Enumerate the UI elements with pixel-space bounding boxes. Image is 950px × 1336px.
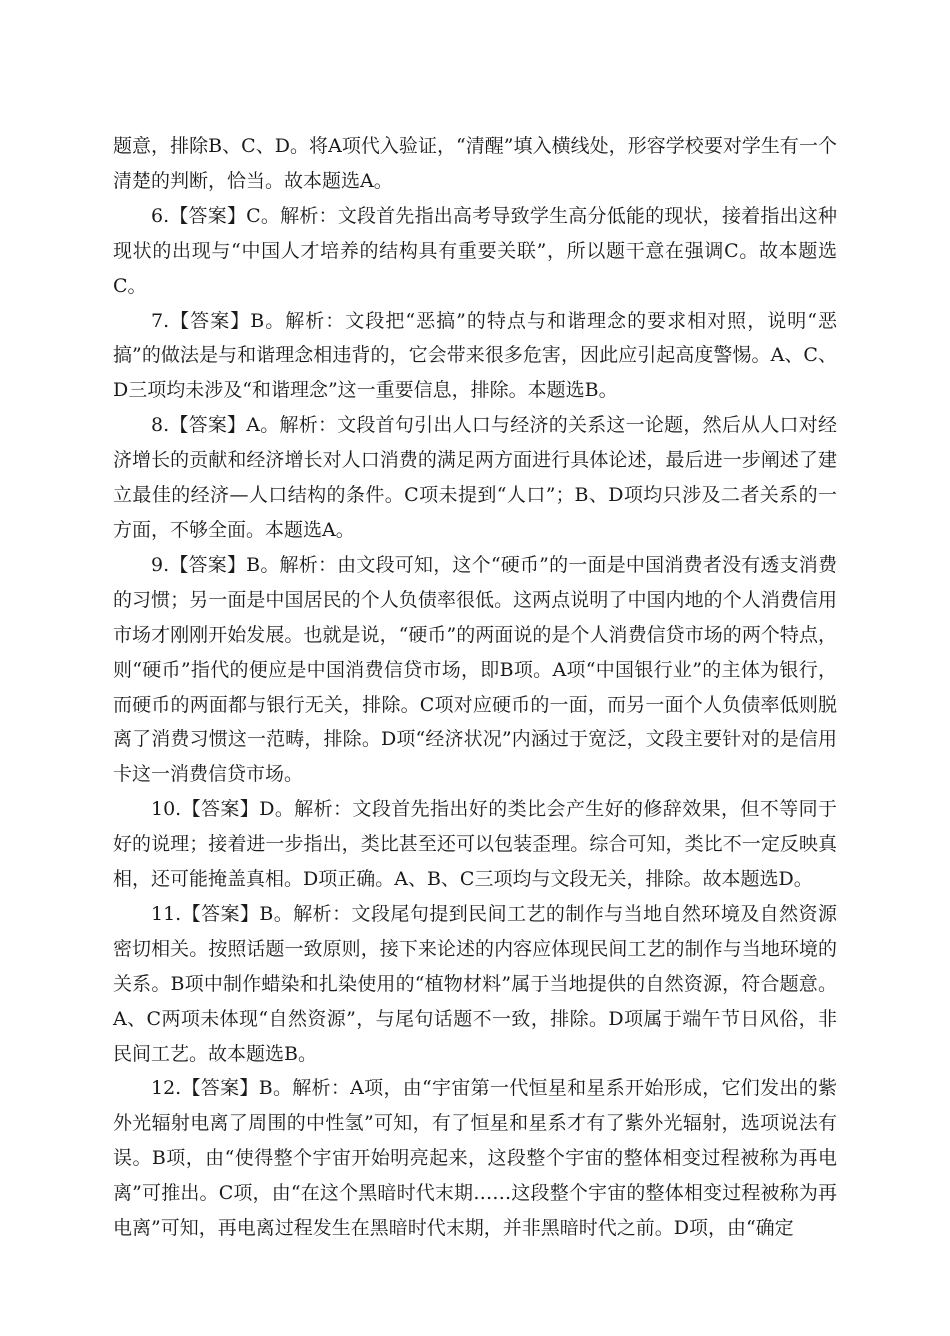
paragraph-5-continued: 题意，排除B、C、D。将A项代入验证，“清醒”填入横线处，形容学校要对学生有一个清楚的判断，恰当。故本题选A。	[113, 135, 837, 192]
paragraph-answer-9: 9.【答案】B。解析：由文段可知，这个“硬币”的一面是中国消费者没有透支消费的习惯；另一面是中国居民的个人负债率很低。这两点说明了中国内地的个人消费信用市场才刚刚开始发展。也就是说，“硬币”的两面说的是个人消费信贷市场的两个特点，则“硬币”指代的便应是中国消费信贷市场，即B项。A项“中国银行业”的主体为银行，而硬币的两面都与银行无关，排除。C项对应硬币的一面，而另一面个人负债率低则脱离了消费习惯这一范畴，排除。D项“经济状况”内涵过于宽泛，文段主要针对的是信用卡这一消费信贷市场。	[113, 553, 837, 786]
paragraph-answer-8: 8.【答案】A。解析：文段首句引出人口与经济的关系这一论题，然后从人口对经济增长的贡献和经济增长对人口消费的满足两方面进行具体论述，最后进一步阐述了建立最佳的经济—人口结构的条件。C项未提到“人口”；B、D项均只涉及二者关系的一方面，不够全面。本题选A。	[113, 414, 837, 541]
paragraph-answer-6: 6.【答案】C。解析：文段首先指出高考导致学生高分低能的现状，接着指出这种现状的出现与“中国人才培养的结构具有重要关联”，所以题干意在强调C。故本题选C。	[113, 204, 837, 297]
paragraph-answer-11: 11.【答案】B。解析：文段尾句提到民间工艺的制作与当地自然环境及自然资源密切相关。按照话题一致原则，接下来论述的内容应体现民间工艺的制作与当地环境的关系。B项中制作蜡染和扎染使用的“植物材料”属于当地提供的自然资源，符合题意。A、C两项未体现“自然资源”，与尾句话题不一致，排除。D项属于端午节日风俗，非民间工艺。故本题选B。	[113, 902, 837, 1065]
paragraph-answer-7: 7.【答案】B。解析：文段把“恶搞”的特点与和谐理念的要求相对照，说明“恶搞”的做法是与和谐理念相违背的，它会带来很多危害，因此应引起高度警惕。A、C、D三项均未涉及“和谐理念”这一重要信息，排除。本题选B。	[113, 309, 837, 402]
answer-explanation-page	[113, 129, 837, 1246]
paragraph-answer-10: 10.【答案】D。解析：文段首先指出好的类比会产生好的修辞效果，但不等同于好的说理；接着进一步指出，类比甚至还可以包装歪理。综合可知，类比不一定反映真相，还可能掩盖真相。D项正确。A、B、C三项均与文段无关，排除。故本题选D。	[113, 798, 837, 891]
paragraph-answer-12: 12.【答案】B。解析：A项，由“宇宙第一代恒星和星系开始形成，它们发出的紫外光辐射电离了周围的中性氢”可知，有了恒星和星系才有了紫外光辐射，选项说法有误。B项，由“使得整个宇宙开始明亮起来，这段整个宇宙的整体相变过程被称为再电离”可推出。C项，由“在这个黑暗时代末期……这段整个宇宙的整体相变过程被称为再电离”可知，再电离过程发生在黑暗时代末期，并非黑暗时代之前。D项，由“确定	[113, 1077, 837, 1240]
